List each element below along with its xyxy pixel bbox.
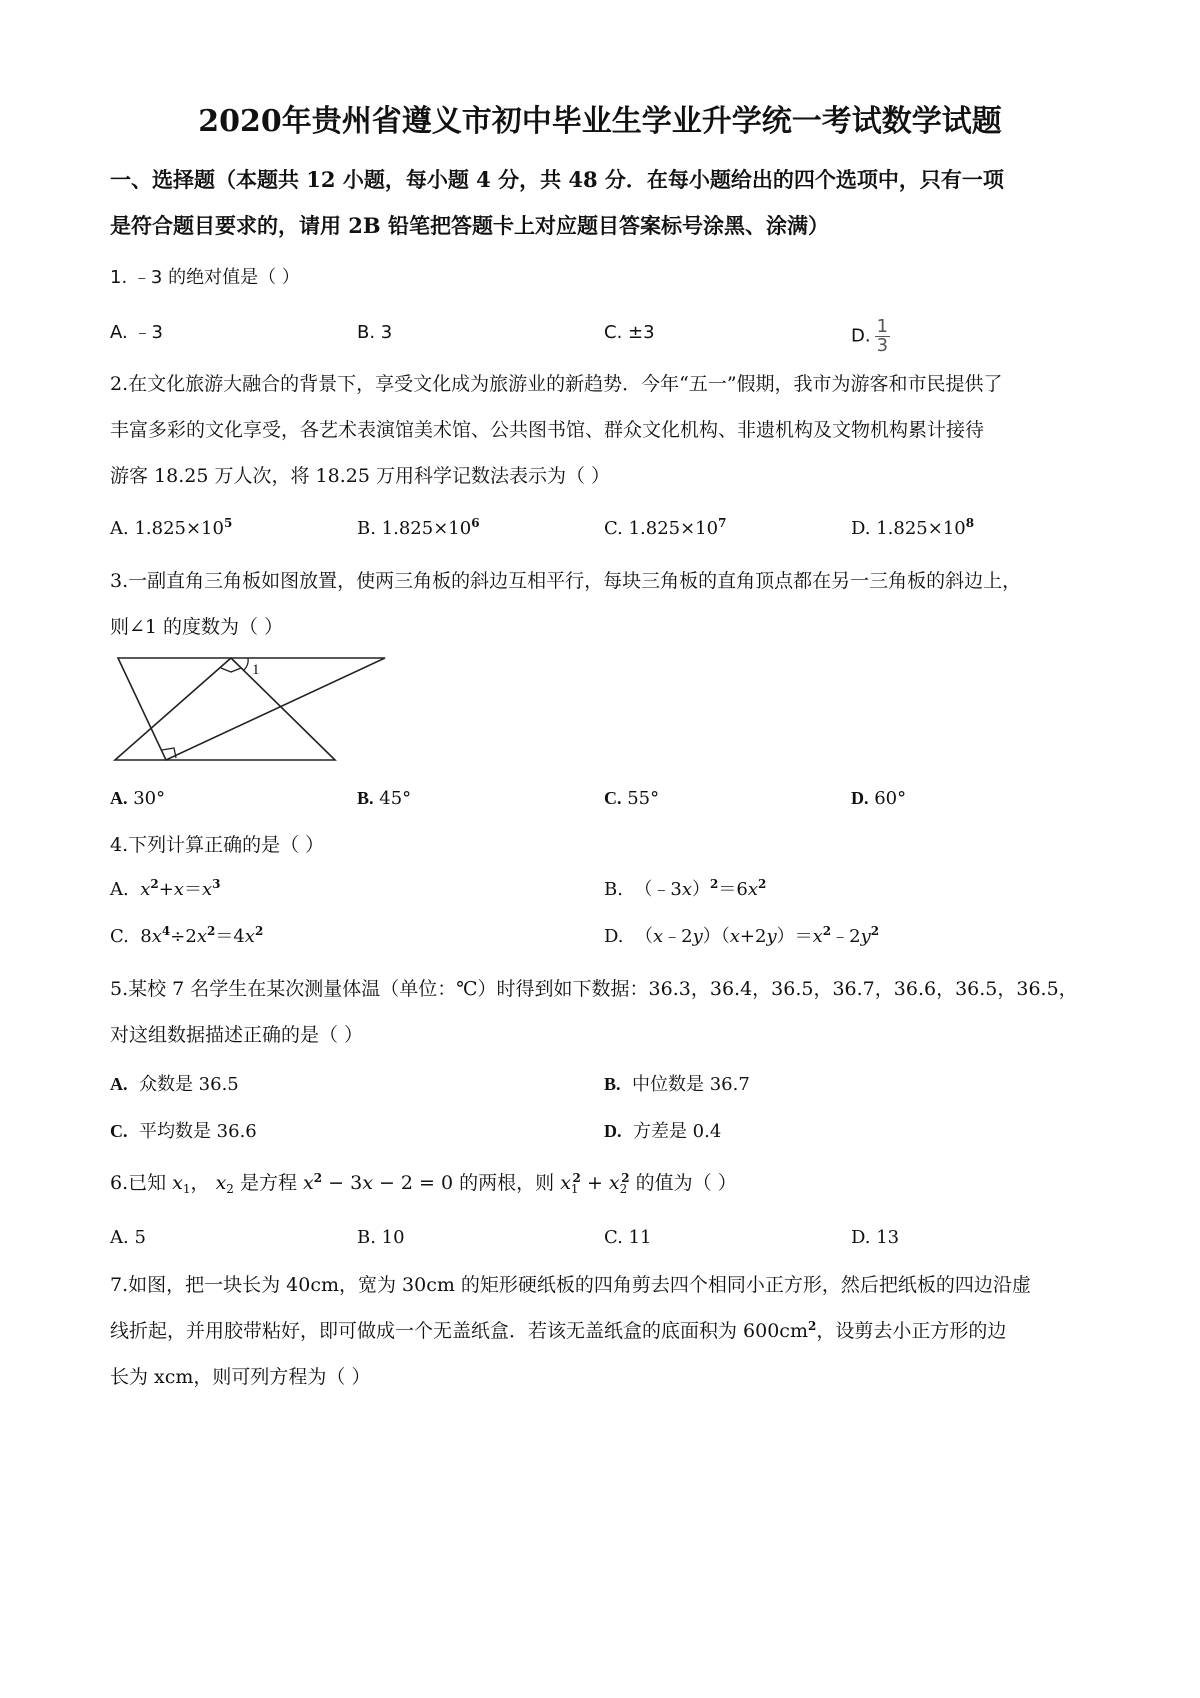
q6-stem: 6.已知 $x_1$， $x_2$ 是方程 $x^2 - 3x - 2 = 0$ 的两根，则 $x_1^2 + x_2^2$ 的值为（ ） <box>110 1171 737 1196</box>
q2-option-d: D. $1.825\times 10^8$ <box>851 516 975 539</box>
q2-line3: 游客 18.25 万人次，将 18.25 万用科学记数法表示为（ ） <box>110 465 610 487</box>
q3-option-a: A. 30° <box>110 788 166 809</box>
q2-stem <box>110 361 1105 499</box>
q2-line2: 丰富多彩的文化享受，各艺术表演馆美术馆、公共图书馆、群众文化机构、非遗机构及文物机构累计接待 <box>110 419 985 441</box>
q7-line2: 线折起，并用胶带粘好，即可做成一个无盖纸盒．若该无盖纸盒的底面积为 $600cm^2$，设剪去小正方形的边 <box>110 1319 1007 1342</box>
q1-fraction <box>875 318 890 355</box>
q3-stem <box>110 558 1105 650</box>
q1-stem-text: 1. ﹣3 的绝对值是（ ） <box>110 267 300 288</box>
q6-option-a: A. 5 <box>110 1227 146 1248</box>
q2-line1: 2.在文化旅游大融合的背景下，享受文化成为旅游业的新趋势．今年“五一”假期，我市为游客和市民提供了 <box>110 373 1003 395</box>
q4-option-b: B. $(﹣3x)^2=6x^2$ <box>604 877 767 900</box>
q3-line2: 则∠1 的度数为（ ） <box>110 616 284 638</box>
q4-option-d: D. $(x﹣2y)(x+2y)=x^2﹣2y^2$ <box>604 924 880 947</box>
q1-fraction-den: 3 <box>876 335 889 356</box>
q1-option-b: B. 3 <box>357 322 393 343</box>
q5-line1: 5.某校 7 名学生在某次测量体温（单位：℃）时得到如下数据：36.3，36.4，36.5，36.7，36.6，36.5，36.5， <box>110 978 1078 1000</box>
q4-stem: 4.下列计算正确的是（ ） <box>110 834 325 856</box>
q7-line3: 长为 xcm，则可列方程为（ ） <box>110 1366 371 1388</box>
q3-option-b: B. 45° <box>357 788 412 809</box>
section-heading-line1: 一、选择题（本题共 12 小题，每小题 4 分，共 48 分．在每小题给出的四个选项中，只有一项 <box>110 167 1004 192</box>
q5-stem <box>110 966 1105 1058</box>
q5-option-d: D. 方差是 0.4 <box>604 1121 722 1142</box>
q2-option-c: C. $1.825\times 10^7$ <box>604 516 727 539</box>
q7-line1: 7.如图，把一块长为 40cm，宽为 30cm 的矩形硬纸板的四角剪去四个相同小正方形，然后把纸板的四边沿虚 <box>110 1274 1031 1296</box>
q5-option-b: B. 中位数是 36.7 <box>604 1074 750 1095</box>
q5-option-a: A. 众数是 36.5 <box>110 1074 239 1095</box>
q1-option-d <box>851 318 890 355</box>
q1-option-d-label: D. <box>851 325 871 347</box>
q6-option-c: C. 11 <box>604 1227 652 1248</box>
q7-stem <box>110 1262 1105 1400</box>
q5-line2: 对这组数据描述正确的是（ ） <box>110 1024 364 1046</box>
q5-option-c: C. 平均数是 36.6 <box>110 1121 257 1142</box>
triangles-figure <box>110 650 390 770</box>
section-heading <box>110 157 1100 249</box>
q1-stem <box>110 254 1105 301</box>
q2-option-a: A. $1.825\times 10^5$ <box>110 516 233 539</box>
q1-fraction-num: 1 <box>876 316 889 337</box>
q3-option-d: D. 60° <box>851 788 907 809</box>
q6-option-d: D. 13 <box>851 1227 900 1248</box>
q4-option-a: A. $x^2+x=x^3$ <box>110 877 221 900</box>
q3-line1: 3.一副直角三角板如图放置，使两三角板的斜边互相平行，每块三角板的直角顶点都在另一三角板的斜边上， <box>110 570 1022 592</box>
right-angle-mark-top <box>221 668 241 672</box>
section-heading-line2: 是符合题目要求的，请用 2B 铅笔把答题卡上对应题目答案标号涂黑、涂满） <box>110 213 829 238</box>
q1-option-a: A. ﹣3 <box>110 322 163 343</box>
q1-option-c: C. ±3 <box>604 322 655 343</box>
triangle-lower <box>115 658 335 760</box>
angle-1-label: 1 <box>252 662 260 678</box>
q2-option-b: B. $1.825\times 10^6$ <box>357 516 480 539</box>
angle-1-arc <box>244 658 248 670</box>
q6-option-b: B. 10 <box>357 1227 405 1248</box>
q4-option-c: C. $8x^4\div 2x^2=4x^2$ <box>110 924 264 947</box>
page-title: 2020年贵州省遵义市初中毕业生学业升学统一考试数学试题 <box>198 104 1002 139</box>
q3-option-c: C. 55° <box>604 788 660 809</box>
